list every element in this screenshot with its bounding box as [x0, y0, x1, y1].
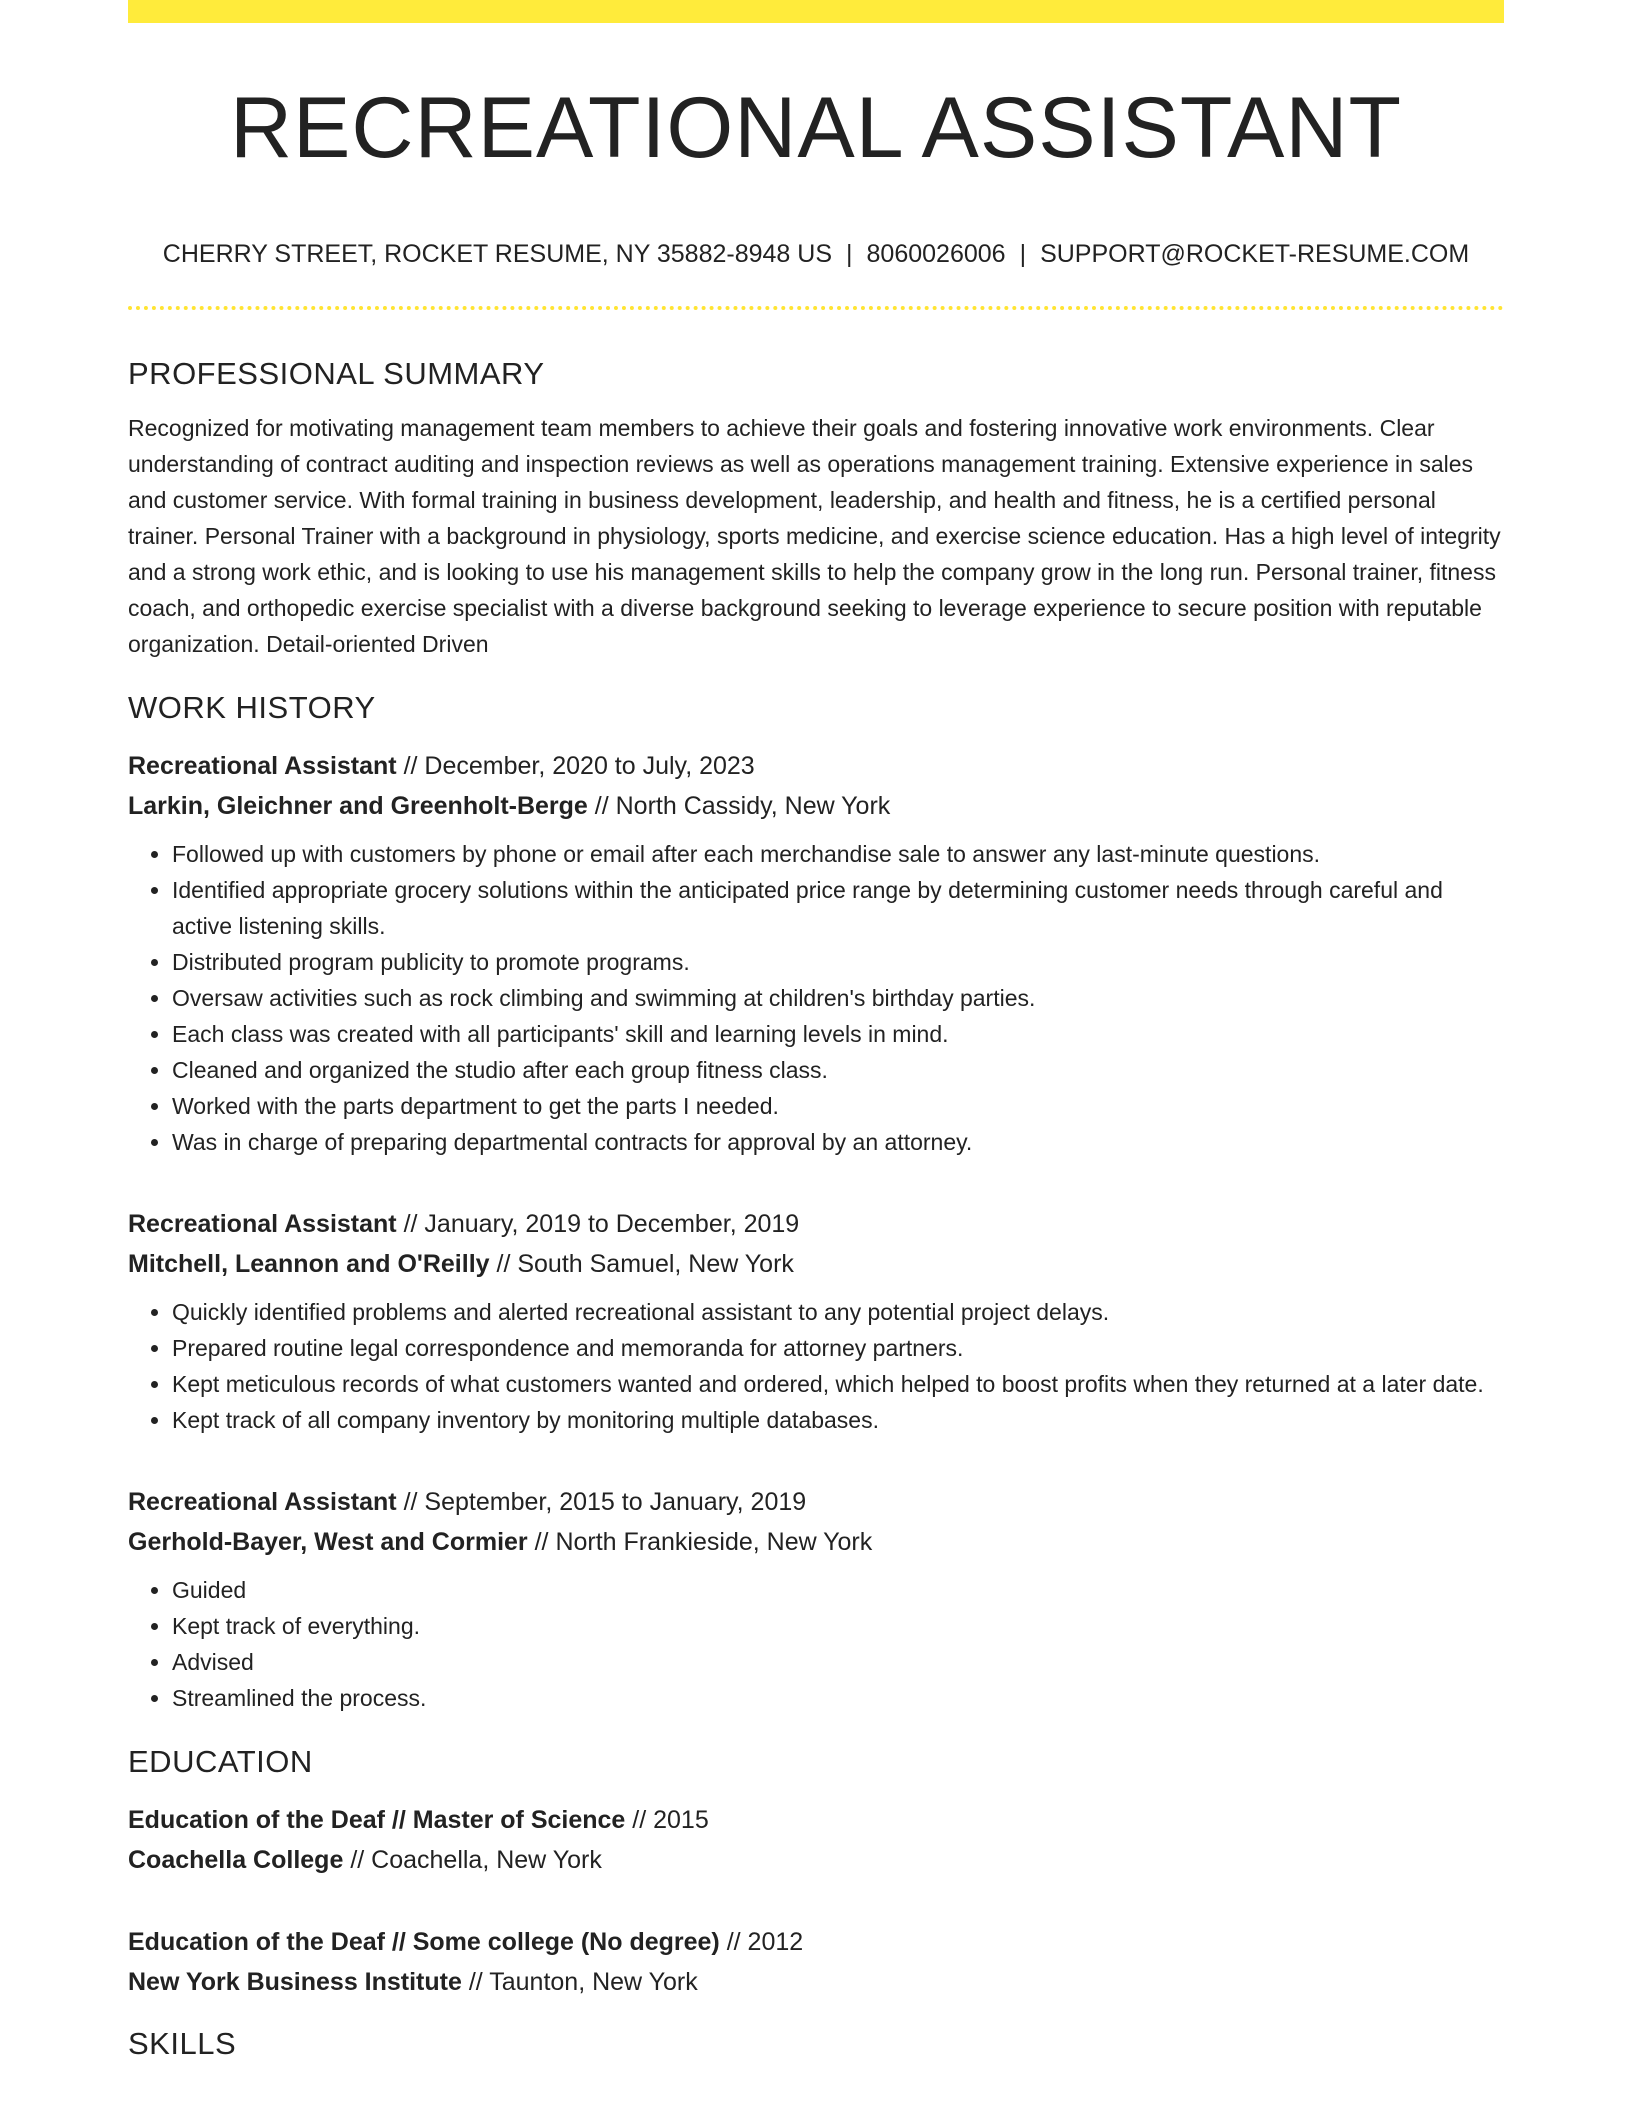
job-location: // North Cassidy, New York: [594, 792, 891, 820]
job-bullet: • Distributed program publicity to promote programs.: [172, 944, 1504, 980]
education-degree: Education of the Deaf // Master of Science: [128, 1806, 626, 1834]
job-title-line: [128, 1482, 1504, 1522]
contact-separator: |: [1019, 240, 1027, 268]
education-school: Coachella College: [128, 1846, 344, 1874]
contact-address: CHERRY STREET, ROCKET RESUME, NY 35882-8948 US: [162, 240, 833, 268]
job-entry: [128, 746, 1504, 1160]
job-dates: // January, 2019 to December, 2019: [403, 1210, 800, 1238]
job-title: Recreational Assistant: [128, 1210, 397, 1238]
contact-email: SUPPORT@ROCKET-RESUME.COM: [1040, 240, 1470, 268]
job-location: // North Frankieside, New York: [534, 1528, 873, 1556]
job-bullets: [128, 1572, 1504, 1716]
education-school-line: [128, 1840, 1504, 1880]
summary-text: Recognized for motivating management team members to achieve their goals and fostering innovative work environments. Clear understanding of contract auditing and inspection reviews as well as operations management training. Extensive experience in sales and customer service. With formal training in business development, leadership, and health and fitness, he is a certified personal trainer. Personal Trainer with a background in physiology, sports medicine, and exercise science education. Has a high level of integrity and a strong work ethic, and is looking to use his management skills to help the company grow in the long run. Personal trainer, fitness coach, and orthopedic exercise specialist with a diverse background seeking to leverage experience to secure position with reputable organization. Detail-oriented Driven: [128, 415, 1501, 657]
summary-heading: PROFESSIONAL SUMMARY: [128, 356, 545, 391]
job-company-line: [128, 786, 1504, 826]
job-bullet: • Streamlined the process.: [172, 1680, 1504, 1716]
job-entry: [128, 1204, 1504, 1438]
education-year: // 2012: [726, 1928, 804, 1956]
education-degree: Education of the Deaf // Some college (No degree): [128, 1928, 720, 1956]
resume-title: RECREATIONAL ASSISTANT: [229, 80, 1403, 176]
job-bullets: [128, 836, 1504, 1160]
job-bullet: • Kept track of all company inventory by monitoring multiple databases.: [172, 1402, 1504, 1438]
job-bullet: • Advised: [172, 1644, 1504, 1680]
job-company: Larkin, Gleichner and Greenholt-Berge: [128, 792, 588, 820]
education-entry: [128, 1800, 1504, 1880]
education-degree-line: [128, 1922, 1504, 1962]
education-school: New York Business Institute: [128, 1968, 462, 1996]
job-bullet: • Followed up with customers by phone or email after each merchandise sale to answer any last-minute questions.: [172, 836, 1504, 872]
job-title: Recreational Assistant: [128, 752, 397, 780]
dotted-divider: [128, 306, 1504, 310]
contact-line: [128, 236, 1504, 272]
education-degree-line: [128, 1800, 1504, 1840]
job-company: Gerhold-Bayer, West and Cormier: [128, 1528, 528, 1556]
job-bullet: • Quickly identified problems and alerted recreational assistant to any potential project delays.: [172, 1294, 1504, 1330]
contact-phone: 8060026006: [866, 240, 1006, 268]
education-year: // 2015: [632, 1806, 709, 1834]
job-bullet: • Oversaw activities such as rock climbing and swimming at children's birthday parties.: [172, 980, 1504, 1016]
education-location: // Coachella, New York: [350, 1846, 602, 1874]
job-bullet: • Kept meticulous records of what customers wanted and ordered, which helped to boost profits when they returned at a later date.: [172, 1366, 1504, 1402]
job-bullet: • Identified appropriate grocery solutions within the anticipated price range by determining customer needs through careful and active listening skills.: [172, 872, 1504, 944]
skills-section: [128, 2020, 1504, 2068]
education-entry: [128, 1922, 1504, 2002]
job-company-line: [128, 1244, 1504, 1284]
job-bullet: • Cleaned and organized the studio after each group fitness class.: [172, 1052, 1504, 1088]
job-title-line: [128, 1204, 1504, 1244]
skills-heading: SKILLS: [128, 2026, 237, 2061]
job-bullets: [128, 1294, 1504, 1438]
job-location: // South Samuel, New York: [496, 1250, 794, 1278]
job-bullet: • Was in charge of preparing departmental contracts for approval by an attorney.: [172, 1124, 1504, 1160]
education-school-line: [128, 1962, 1504, 2002]
summary-section: [128, 350, 1504, 662]
job-company-line: [128, 1522, 1504, 1562]
work-history-section: [128, 684, 1504, 1716]
job-entry: [128, 1482, 1504, 1716]
job-title-line: [128, 746, 1504, 786]
job-bullet: • Kept track of everything.: [172, 1608, 1504, 1644]
job-bullet: • Prepared routine legal correspondence and memoranda for attorney partners.: [172, 1330, 1504, 1366]
work-history-heading: WORK HISTORY: [128, 690, 376, 725]
job-dates: // December, 2020 to July, 2023: [403, 752, 755, 780]
resume-body: [128, 350, 1504, 2068]
education-section: [128, 1738, 1504, 2002]
contact-separator: |: [846, 240, 853, 268]
job-dates: // September, 2015 to January, 2019: [403, 1488, 807, 1516]
job-bullet: • Guided: [172, 1572, 1504, 1608]
education-location: // Taunton, New York: [468, 1968, 698, 1996]
job-company: Mitchell, Leannon and O'Reilly: [128, 1250, 490, 1278]
job-bullet: • Worked with the parts department to get the parts I needed.: [172, 1088, 1504, 1124]
job-title: Recreational Assistant: [128, 1488, 397, 1516]
education-heading: EDUCATION: [128, 1744, 313, 1779]
job-bullet: • Each class was created with all participants' skill and learning levels in mind.: [172, 1016, 1504, 1052]
accent-top-bar: [128, 0, 1504, 23]
